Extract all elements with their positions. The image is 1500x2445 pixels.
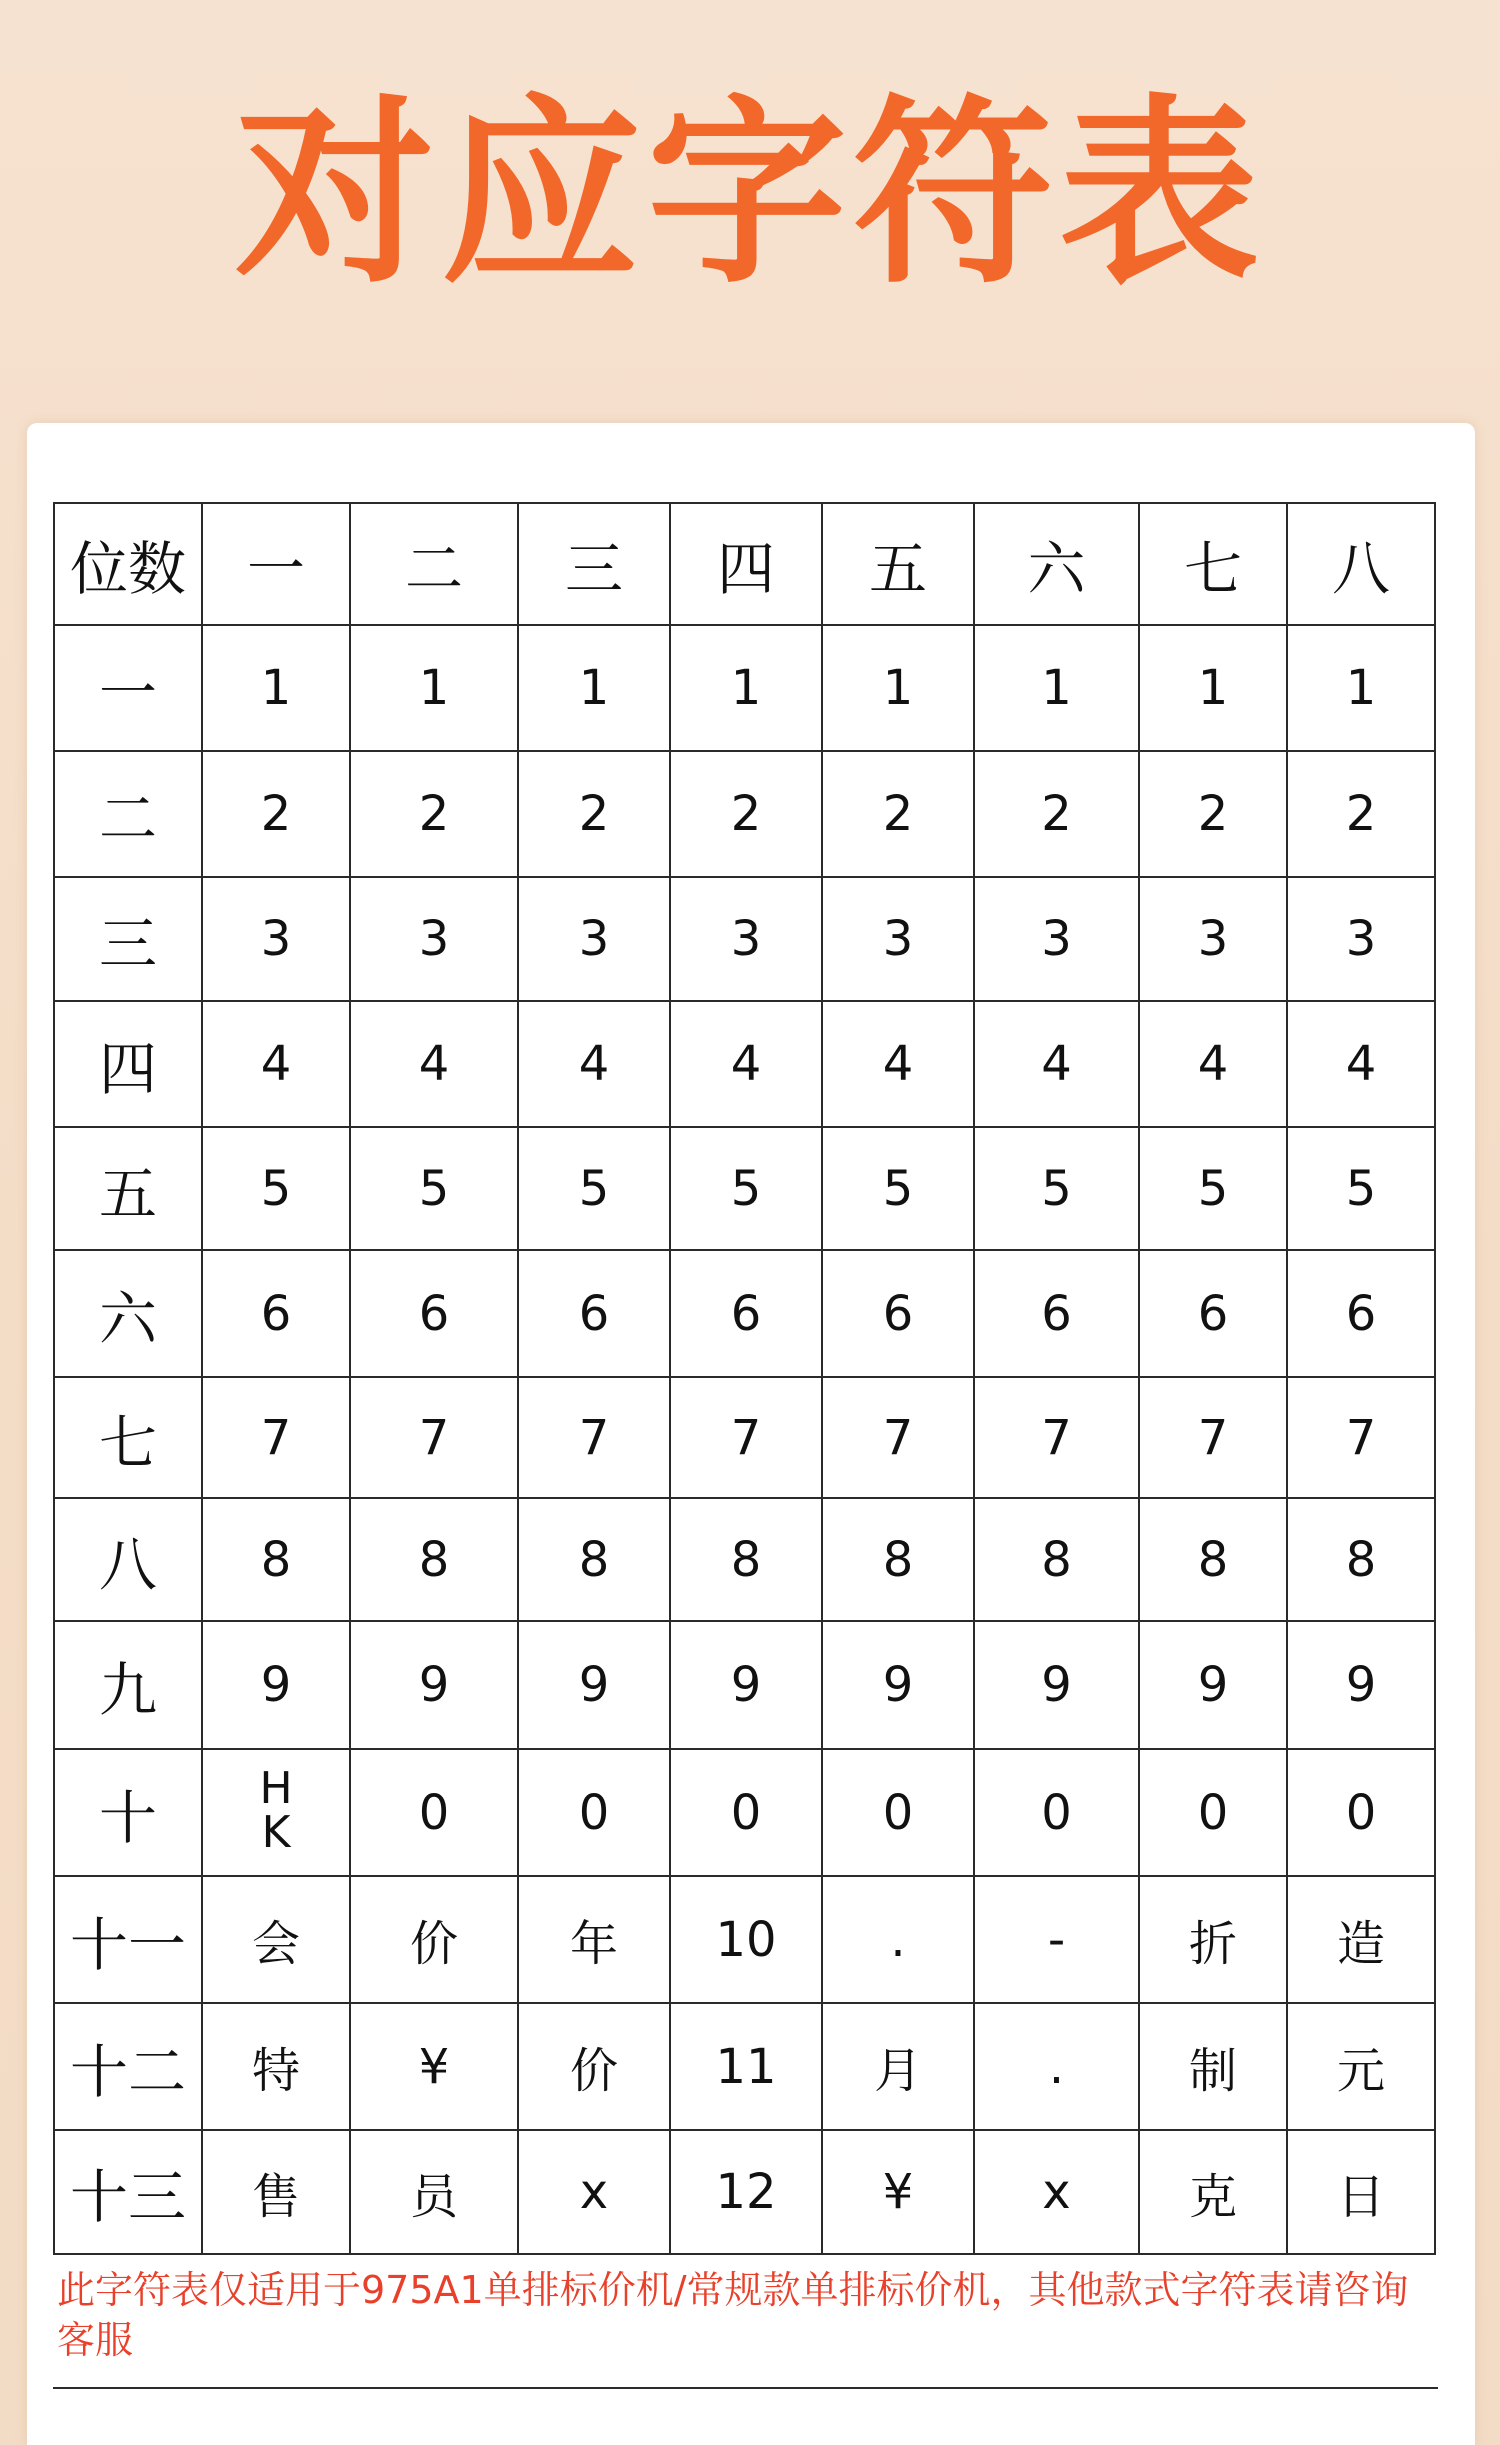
table-cell: 1 [202, 625, 350, 751]
table-cell: 10 [670, 1876, 822, 2003]
table-cell: 5 [822, 1127, 974, 1250]
table-cell: 1 [1287, 625, 1435, 751]
table-cell: 9 [1139, 1621, 1287, 1749]
table-cell: 3 [202, 877, 350, 1001]
row-header: 五 [54, 1127, 202, 1250]
table-cell: 6 [822, 1250, 974, 1377]
table-row [54, 751, 1435, 877]
table-cell: 9 [670, 1621, 822, 1749]
table-cell: 7 [518, 1377, 670, 1498]
table-cell: 3 [822, 877, 974, 1001]
table-cell: 3 [518, 877, 670, 1001]
table-cell: 4 [350, 1001, 518, 1127]
table-cell: 9 [518, 1621, 670, 1749]
table-cell: 1 [518, 625, 670, 751]
column-header: 一 [202, 503, 350, 625]
table-body [54, 503, 1435, 2254]
table-cell: 0 [974, 1749, 1139, 1876]
table-row [54, 625, 1435, 751]
table-cell: 7 [822, 1377, 974, 1498]
table-cell: 4 [670, 1001, 822, 1127]
table-cell: 会 [202, 1876, 350, 2003]
column-header: 五 [822, 503, 974, 625]
table-cell [202, 1749, 350, 1876]
row-header: 十一 [54, 1876, 202, 2003]
table-cell: 6 [202, 1250, 350, 1377]
table-cell: 折 [1139, 1876, 1287, 2003]
table-cell: 5 [202, 1127, 350, 1250]
table-cell: 11 [670, 2003, 822, 2130]
table-cell: 5 [350, 1127, 518, 1250]
table-cell: 员 [350, 2130, 518, 2254]
table-cell: x [974, 2130, 1139, 2254]
table-cell: 价 [350, 1876, 518, 2003]
table-cell: 0 [822, 1749, 974, 1876]
table-cell: 4 [974, 1001, 1139, 1127]
corner-header: 位数 [54, 503, 202, 625]
row-header: 十三 [54, 2130, 202, 2254]
table-cell: 2 [670, 751, 822, 877]
row-header: 三 [54, 877, 202, 1001]
table-cell: 8 [350, 1498, 518, 1621]
table-cell: 5 [974, 1127, 1139, 1250]
table-row [54, 877, 1435, 1001]
table-cell: x [518, 2130, 670, 2254]
table-row [54, 2130, 1435, 2254]
table-cell: 7 [350, 1377, 518, 1498]
table-cell: 元 [1287, 2003, 1435, 2130]
column-header: 二 [350, 503, 518, 625]
table-cell: 售 [202, 2130, 350, 2254]
table-cell: 5 [1139, 1127, 1287, 1250]
usage-note: 此字符表仅适用于975A1单排标价机/常规款单排标价机，其他款式字符表请咨询客服 [57, 2268, 1409, 2362]
table-row [54, 1498, 1435, 1621]
table-row [54, 1876, 1435, 2003]
table-cell: 0 [518, 1749, 670, 1876]
row-header: 六 [54, 1250, 202, 1377]
table-cell: 3 [1287, 877, 1435, 1001]
table-cell: 6 [350, 1250, 518, 1377]
table-cell: 0 [670, 1749, 822, 1876]
table-cell: 6 [974, 1250, 1139, 1377]
table-cell: 7 [974, 1377, 1139, 1498]
row-header: 十二 [54, 2003, 202, 2130]
table-cell: 8 [1287, 1498, 1435, 1621]
stacked-cell-text: HK [259, 1762, 293, 1858]
table-cell: 年 [518, 1876, 670, 2003]
table-cell: 克 [1139, 2130, 1287, 2254]
table-cell: 5 [518, 1127, 670, 1250]
row-header: 二 [54, 751, 202, 877]
table-cell: 特 [202, 2003, 350, 2130]
table-cell: 4 [518, 1001, 670, 1127]
table-cell: 2 [350, 751, 518, 877]
table-cell: 4 [1139, 1001, 1287, 1127]
column-header: 七 [1139, 503, 1287, 625]
table-cell: 2 [518, 751, 670, 877]
table-cell: 9 [202, 1621, 350, 1749]
table-cell: 6 [518, 1250, 670, 1377]
table-cell: 7 [202, 1377, 350, 1498]
table-cell: 4 [822, 1001, 974, 1127]
table-cell: 4 [202, 1001, 350, 1127]
table-cell: 8 [518, 1498, 670, 1621]
table-cell: 3 [350, 877, 518, 1001]
table-cell: 9 [1287, 1621, 1435, 1749]
row-header: 十 [54, 1749, 202, 1876]
table-cell: 1 [974, 625, 1139, 751]
table-row [54, 2003, 1435, 2130]
column-header: 八 [1287, 503, 1435, 625]
table-cell: 月 [822, 2003, 974, 2130]
table-cell: 9 [350, 1621, 518, 1749]
table-cell: 0 [1139, 1749, 1287, 1876]
row-header: 四 [54, 1001, 202, 1127]
table-cell: 2 [202, 751, 350, 877]
header-row [54, 503, 1435, 625]
row-header: 八 [54, 1498, 202, 1621]
table-cell: 日 [1287, 2130, 1435, 2254]
table-cell: 造 [1287, 1876, 1435, 2003]
table-cell: 8 [1139, 1498, 1287, 1621]
table-cell: 1 [822, 625, 974, 751]
table-cell: ¥ [822, 2130, 974, 2254]
table-cell: 2 [822, 751, 974, 877]
table-cell: 3 [670, 877, 822, 1001]
table-row [54, 1001, 1435, 1127]
table-cell: 12 [670, 2130, 822, 2254]
table-cell: 9 [822, 1621, 974, 1749]
table-cell: 7 [1287, 1377, 1435, 1498]
bottom-divider [53, 2387, 1438, 2389]
table-cell: 9 [974, 1621, 1139, 1749]
table-cell: . [974, 2003, 1139, 2130]
table-cell: 2 [974, 751, 1139, 877]
table-row [54, 1621, 1435, 1749]
column-header: 四 [670, 503, 822, 625]
table-cell: 2 [1139, 751, 1287, 877]
table-cell: . [822, 1876, 974, 2003]
table-cell: 1 [1139, 625, 1287, 751]
row-header: 七 [54, 1377, 202, 1498]
table-cell: 2 [1287, 751, 1435, 877]
table-cell: 6 [1139, 1250, 1287, 1377]
table-row [54, 1749, 1435, 1876]
table-cell: 1 [350, 625, 518, 751]
row-header: 一 [54, 625, 202, 751]
table-cell: - [974, 1876, 1139, 2003]
table-cell: 制 [1139, 2003, 1287, 2130]
table-cell: 7 [1139, 1377, 1287, 1498]
table-cell: 6 [1287, 1250, 1435, 1377]
table-row [54, 1250, 1435, 1377]
table-cell: 8 [822, 1498, 974, 1621]
row-header: 九 [54, 1621, 202, 1749]
table-cell: 5 [1287, 1127, 1435, 1250]
table-row [54, 1377, 1435, 1498]
column-header: 三 [518, 503, 670, 625]
table-cell: 7 [670, 1377, 822, 1498]
table-cell: 3 [1139, 877, 1287, 1001]
table-cell: 1 [670, 625, 822, 751]
column-header: 六 [974, 503, 1139, 625]
table-cell: 5 [670, 1127, 822, 1250]
table-cell: 3 [974, 877, 1139, 1001]
table-row [54, 1127, 1435, 1250]
table-cell: 6 [670, 1250, 822, 1377]
table-cell: 价 [518, 2003, 670, 2130]
table-cell: 0 [1287, 1749, 1435, 1876]
table-cell: 8 [202, 1498, 350, 1621]
page-title: 对应字符表 [234, 78, 1265, 311]
table-cell: 8 [974, 1498, 1139, 1621]
table-cell: 4 [1287, 1001, 1435, 1127]
character-table [53, 502, 1436, 2255]
table-cell: ¥ [350, 2003, 518, 2130]
table-cell: 0 [350, 1749, 518, 1876]
table-cell: 8 [670, 1498, 822, 1621]
